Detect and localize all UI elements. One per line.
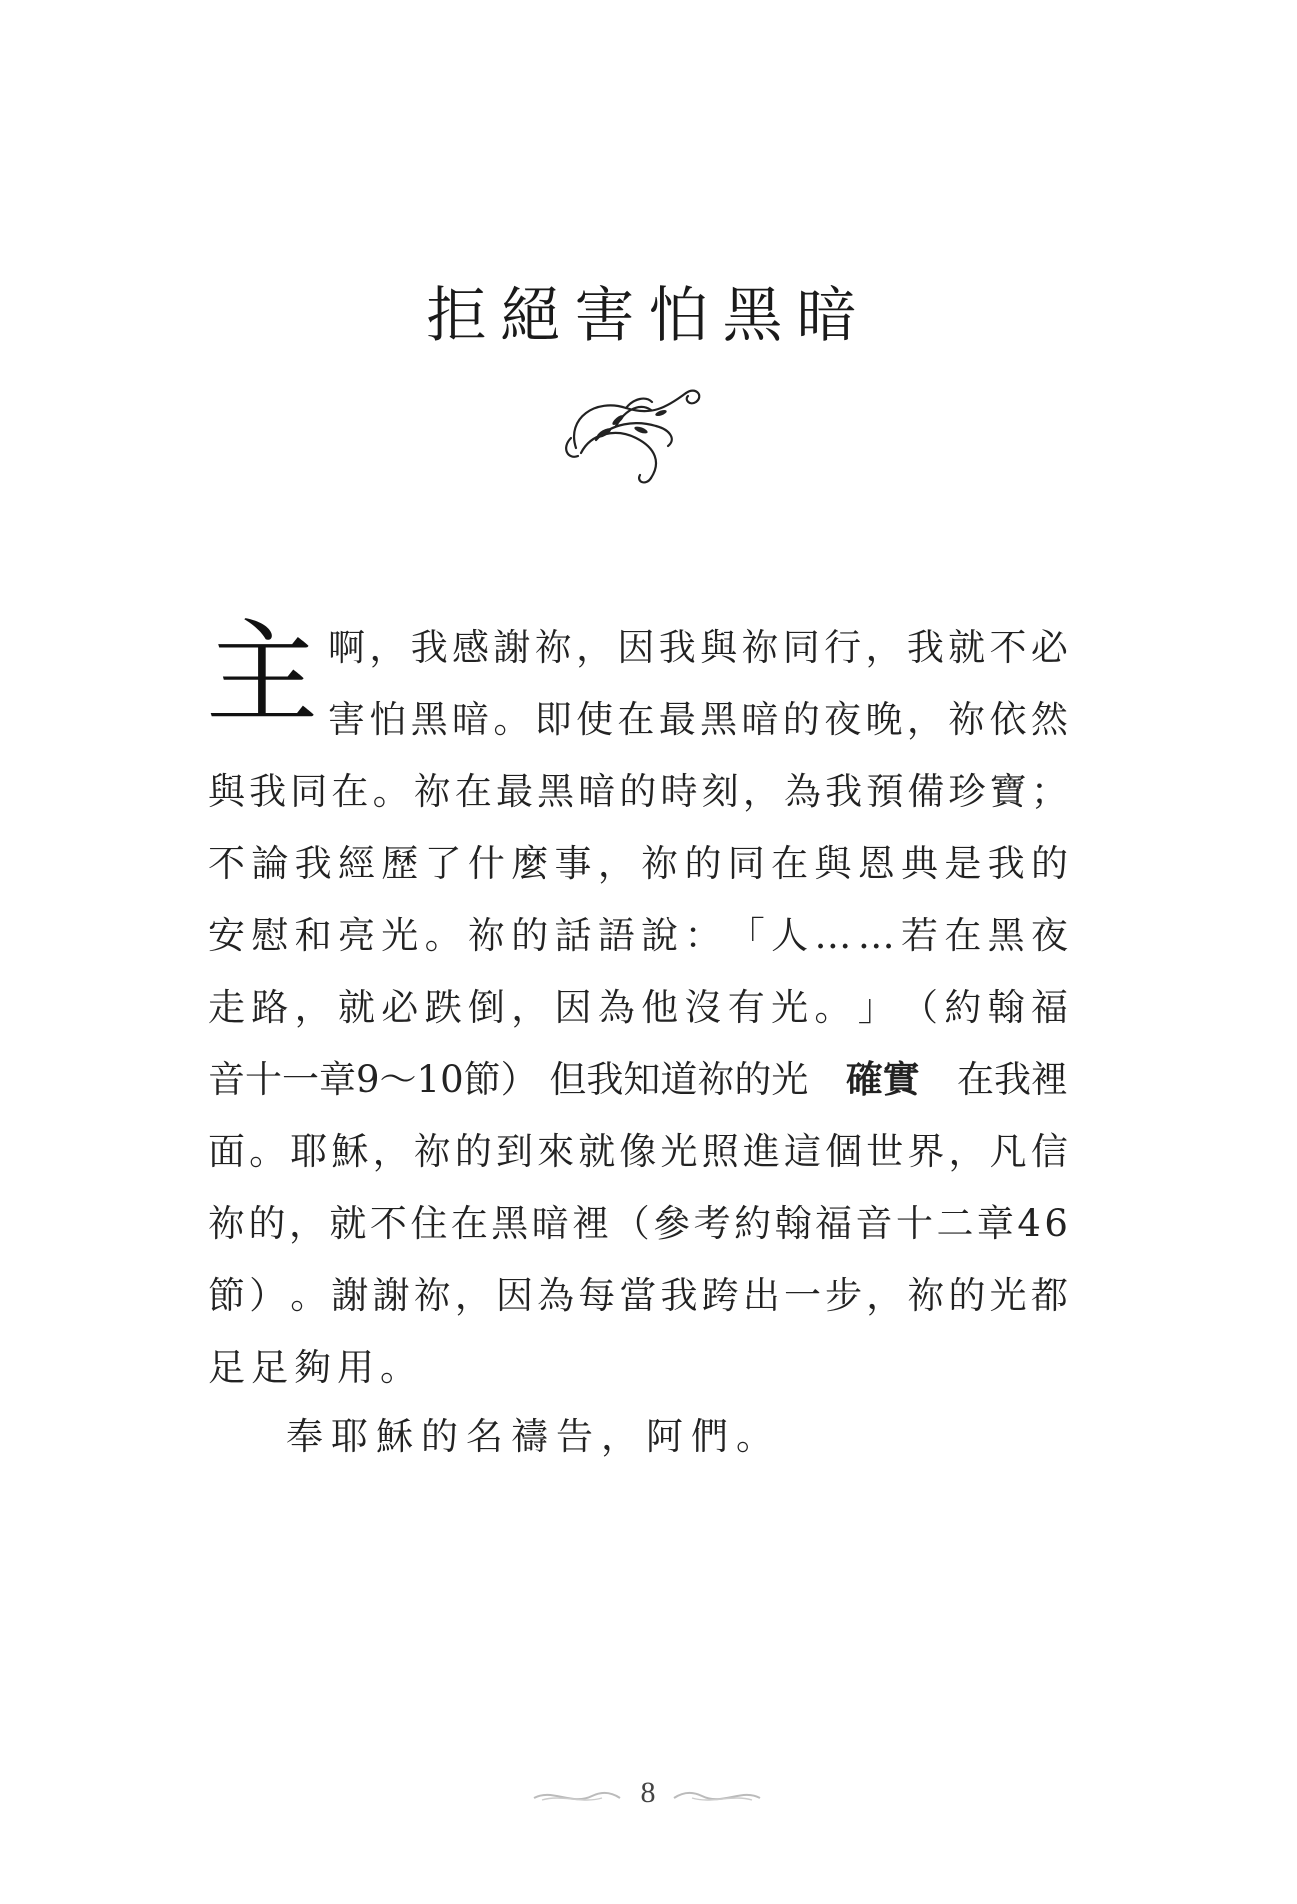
text-line-5: 安 慰 和 亮 光 。 祢 的 話 語 說 ： 「 人 … … 若 在 黑 夜 xyxy=(208,914,1068,957)
text-line-10: 節 ） 。 謝 謝 祢 ， 因 為 每 當 我 跨 出 一 步 ， 祢 的 光 都 xyxy=(208,1274,1068,1317)
text-line-7 xyxy=(208,1044,1068,1116)
closing-line: 奉耶穌的名禱告，阿們。 xyxy=(286,1415,781,1458)
text-line-6: 走 路 ， 就 必 跌 倒 ， 因 為 他 沒 有 光 。 」 （ 約 翰 福 xyxy=(208,986,1068,1029)
page-number: 8 xyxy=(640,1776,656,1809)
swash-left-icon xyxy=(532,1784,622,1808)
page-title: 拒絕害怕黑暗 xyxy=(426,281,871,351)
page-footer xyxy=(0,1776,1297,1816)
text-line-7-start: 音十一章9～10節） 但我知道祢的光 xyxy=(208,1058,809,1101)
text-line-9: 祢 的 ， 就 不 住 在 黑 暗 裡 （ 參 考 約 翰 福 音 十 二 章 4 6 xyxy=(208,1202,1068,1245)
text-line-11: 足足夠用。 xyxy=(208,1346,423,1389)
prayer-text xyxy=(206,609,1068,1404)
text-line-3: 與 我 同 在 。 祢 在 最 黑 暗 的 時 刻 ， 為 我 預 備 珍 寶 ； xyxy=(208,770,1068,813)
drop-cap: 主 xyxy=(206,609,318,739)
text-line-7-end: 在我裡 xyxy=(956,1058,1068,1101)
text-line-2: 害 怕 黑 暗 。 即 使 在 最 黑 暗 的 夜 晚 ， 祢 依 然 xyxy=(328,698,1068,741)
text-line-8: 面 。 耶 穌 ， 祢 的 到 來 就 像 光 照 進 這 個 世 界 ， 凡 信 xyxy=(208,1130,1068,1173)
text-line-7-bold: 確實 xyxy=(845,1058,920,1101)
text-line-4: 不 論 我 經 歷 了 什 麼 事 ， 祢 的 同 在 與 恩 典 是 我 的 xyxy=(208,842,1068,885)
flourish-ornament xyxy=(556,378,706,488)
swash-right-icon xyxy=(672,1784,762,1808)
text-line-1: 啊 ， 我 感 謝 祢 ， 因 我 與 祢 同 行 ， 我 就 不 必 xyxy=(328,626,1068,669)
